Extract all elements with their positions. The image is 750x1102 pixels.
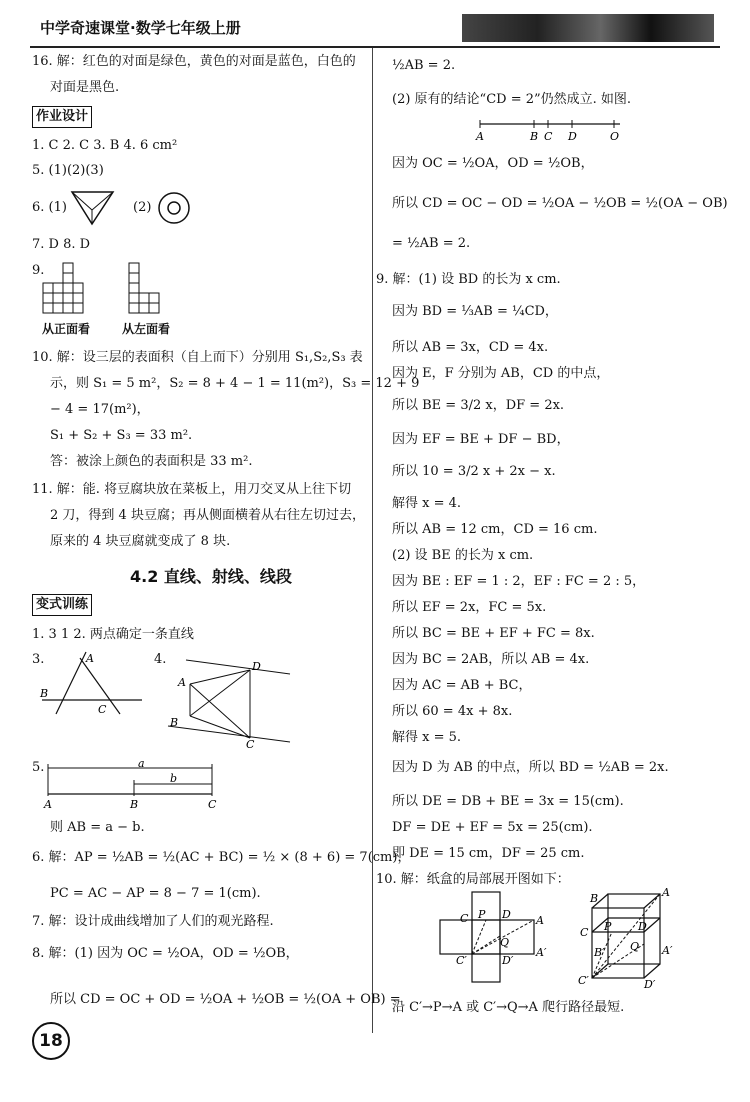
r-line-20: 所以 60 = 4x + 8x.: [392, 704, 513, 719]
fig10b-label-C-prime: C′: [578, 974, 589, 987]
fig8-label-A: A: [476, 130, 484, 143]
r-line-16: 所以 EF = 2x，FC = 5x.: [392, 600, 547, 615]
fig8-label-C: C: [544, 130, 553, 143]
r-line-26: 10. 解：纸盒的局部展开图如下：: [376, 872, 570, 887]
r-line-22: 因为 D 为 AB 的中点，所以 BD = ½AB = 2x.: [392, 760, 669, 775]
left-view-grid: [128, 262, 172, 322]
fig10a-label-A: A: [536, 914, 544, 927]
r-line-21: 解得 x = 5.: [392, 730, 462, 745]
fig10a-label-Q: Q: [500, 936, 510, 949]
fig8-number-line: [470, 118, 630, 144]
fig10b-label-Q: Q: [630, 940, 640, 953]
q11-line2: 2 刀，得到 4 块豆腐；再从侧面横着从右往左切过去，: [50, 508, 365, 523]
r-line-6: 因为 BD = ⅓AB = ¼CD，: [392, 304, 558, 319]
r-line-13: 所以 AB = 12 cm，CD = 16 cm.: [392, 522, 598, 537]
fig10b-label-P: P: [604, 920, 612, 933]
page-number: 18: [32, 1022, 70, 1060]
fig10-cube-diagram: [578, 884, 673, 992]
fig10b-label-B: B: [590, 892, 599, 905]
fig8-label-D: D: [568, 130, 577, 143]
r-line-3: 所以 CD = OC − OD = ½OA − ½OB = ½(OA − OB): [392, 196, 728, 211]
book-title: 中学奇速课堂·数学七年级上册: [40, 19, 241, 37]
r-line-4: = ½AB = 2.: [392, 236, 471, 251]
r-line-1: (2) 原有的结论“CD = 2”仍然成立. 如图.: [392, 92, 632, 107]
q5-answer: 则 AB = a − b.: [50, 820, 145, 835]
q10-line5: 答：被涂上颜色的表面积是 33 m².: [50, 454, 253, 469]
fig5-label-A: A: [44, 798, 52, 811]
answer-5: 5. (1)(2)(3): [32, 163, 104, 178]
q11-line1: 11. 解：能. 将豆腐块放在菜板上，用刀交叉从上往下切: [32, 482, 352, 497]
q10-line4: S₁ + S₂ + S₃ = 33 m².: [50, 428, 193, 443]
answer-9-label: 9.: [32, 263, 45, 278]
r-line-11: 所以 10 = 3/2 x + 2x − x.: [392, 464, 556, 479]
fig5-label-B: B: [130, 798, 139, 811]
fig10-net-diagram: [434, 884, 554, 992]
r-line-15: 因为 BE : EF = 1 : 2，EF : FC = 2 : 5，: [392, 574, 646, 589]
fig10b-label-B-prime: B′: [594, 946, 605, 959]
r-line-0: ½AB = 2.: [392, 58, 456, 73]
q11-line3: 原来的 4 块豆腐就变成了 8 块.: [50, 534, 231, 549]
fig4-label-A: A: [178, 676, 186, 689]
r-line-24: DF = DE + EF = 5x = 25(cm).: [392, 820, 593, 835]
triangle-figure: [70, 190, 115, 226]
fig5-label-b: b: [170, 772, 178, 785]
fig10a-label-C: C: [460, 912, 469, 925]
answer-6-label-2: (2): [133, 200, 152, 215]
r-line-23: 所以 DE = DB + BE = 3x = 15(cm).: [392, 794, 624, 809]
fig5-segment-diagram: [42, 757, 222, 811]
r-line-27: 沿 C′→P→A 或 C′→Q→A 爬行路径最短.: [392, 1000, 625, 1015]
fig10b-label-D: D: [638, 920, 647, 933]
fig3-label: 3.: [32, 652, 45, 667]
fig4-label-D: D: [252, 660, 261, 673]
fig8-label-B: B: [530, 130, 539, 143]
caption-front-view: 从正面看: [42, 322, 91, 336]
r-line-17: 所以 BC = BE + EF + FC = 8x.: [392, 626, 595, 641]
r-line-9: 所以 BE = 3/2 x，DF = 2x.: [392, 398, 565, 413]
q8-line1: 8. 解：(1) 因为 OC = ½OA，OD = ½OB，: [32, 946, 299, 961]
fig5-label-a: a: [138, 757, 145, 770]
fig10a-label-A-prime: A′: [536, 946, 547, 959]
fig10a-label-C-prime: C′: [456, 954, 467, 967]
column-divider: [372, 48, 373, 1033]
r-line-10: 因为 EF = BE + DF − BD，: [392, 432, 570, 447]
fig5-label-C: C: [208, 798, 217, 811]
ring-figure: [158, 192, 192, 226]
fig10a-label-D: D: [502, 908, 511, 921]
r-line-18: 因为 BC = 2AB，所以 AB = 4x.: [392, 652, 590, 667]
fig10a-label-D-prime: D′: [502, 954, 514, 967]
section-box-homework: 作业设计: [32, 106, 92, 128]
r-line-19: 因为 AC = AB + BC，: [392, 678, 532, 693]
fig4-label-B: B: [170, 716, 179, 729]
r-line-12: 解得 x = 4.: [392, 496, 462, 511]
answers-7-8: 7. D 8. D: [32, 237, 91, 252]
r-line-8: 因为 E，F 分别为 AB，CD 的中点，: [392, 366, 610, 381]
q6-line1: 6. 解：AP = ½AB = ½(AC + BC) = ½ × (8 + 6) = 7(cm)，: [32, 850, 411, 865]
q8-line2: 所以 CD = OC + OD = ½OA + ½OB = ½(OA + OB) =: [50, 992, 401, 1007]
q16-line1: 16. 解：红色的对面是绿色，黄色的对面是蓝色，白色的: [32, 54, 356, 69]
section-title: 4.2 直线、射线、线段: [130, 567, 292, 586]
header-rule: [30, 46, 720, 48]
q7: 7. 解：设计成曲线增加了人们的观光路程.: [32, 914, 274, 929]
r-line-7: 所以 AB = 3x，CD = 4x.: [392, 340, 549, 355]
front-view-grid: [42, 262, 106, 322]
fig10b-label-D-prime: D′: [644, 978, 656, 991]
answers-1-2: 1. 3 1 2. 两点确定一条直线: [32, 627, 194, 642]
fig3-label-A: A: [86, 652, 94, 665]
answers-1-4: 1. C 2. C 3. B 4. 6 cm²: [32, 138, 178, 153]
fig4-quad-lines: [164, 656, 294, 751]
fig10a-label-P: P: [478, 908, 486, 921]
r-line-14: (2) 设 BE 的长为 x cm.: [392, 548, 534, 563]
q10-line1: 10. 解：设三层的表面积（自上而下）分别用 S₁,S₂,S₃ 表: [32, 350, 363, 365]
header-banner-image: [462, 14, 714, 42]
q10-line3: − 4 = 17(m²)，: [50, 402, 150, 417]
section-box-variant-training: 变式训练: [32, 594, 92, 616]
fig5-label: 5.: [32, 760, 45, 775]
page-header: [0, 0, 750, 44]
q16-line2: 对面是黑色.: [50, 80, 120, 95]
r-line-2: 因为 OC = ½OA，OD = ½OB，: [392, 156, 594, 171]
answer-6-label-1: 6. (1): [32, 200, 67, 215]
fig10b-label-C: C: [580, 926, 589, 939]
q10-line2: 示，则 S₁ = 5 m²，S₂ = 8 + 4 − 1 = 11(m²)，S₃ = 12 + 9: [50, 376, 420, 391]
fig10b-label-A: A: [662, 886, 670, 899]
caption-left-view: 从左面看: [122, 322, 171, 336]
q6-line2: PC = AC − AP = 8 − 7 = 1(cm).: [50, 886, 261, 901]
fig4-label-C: C: [246, 738, 255, 751]
fig3-triangle-lines: [38, 650, 148, 716]
r-line-5: 9. 解：(1) 设 BD 的长为 x cm.: [376, 272, 561, 287]
fig3-label-C: C: [98, 703, 107, 716]
fig10b-label-A-prime: A′: [662, 944, 673, 957]
fig8-label-O: O: [610, 130, 620, 143]
fig3-label-B: B: [40, 687, 49, 700]
r-line-25: 即 DE = 15 cm，DF = 25 cm.: [392, 846, 585, 861]
fig4-label: 4.: [154, 652, 167, 667]
